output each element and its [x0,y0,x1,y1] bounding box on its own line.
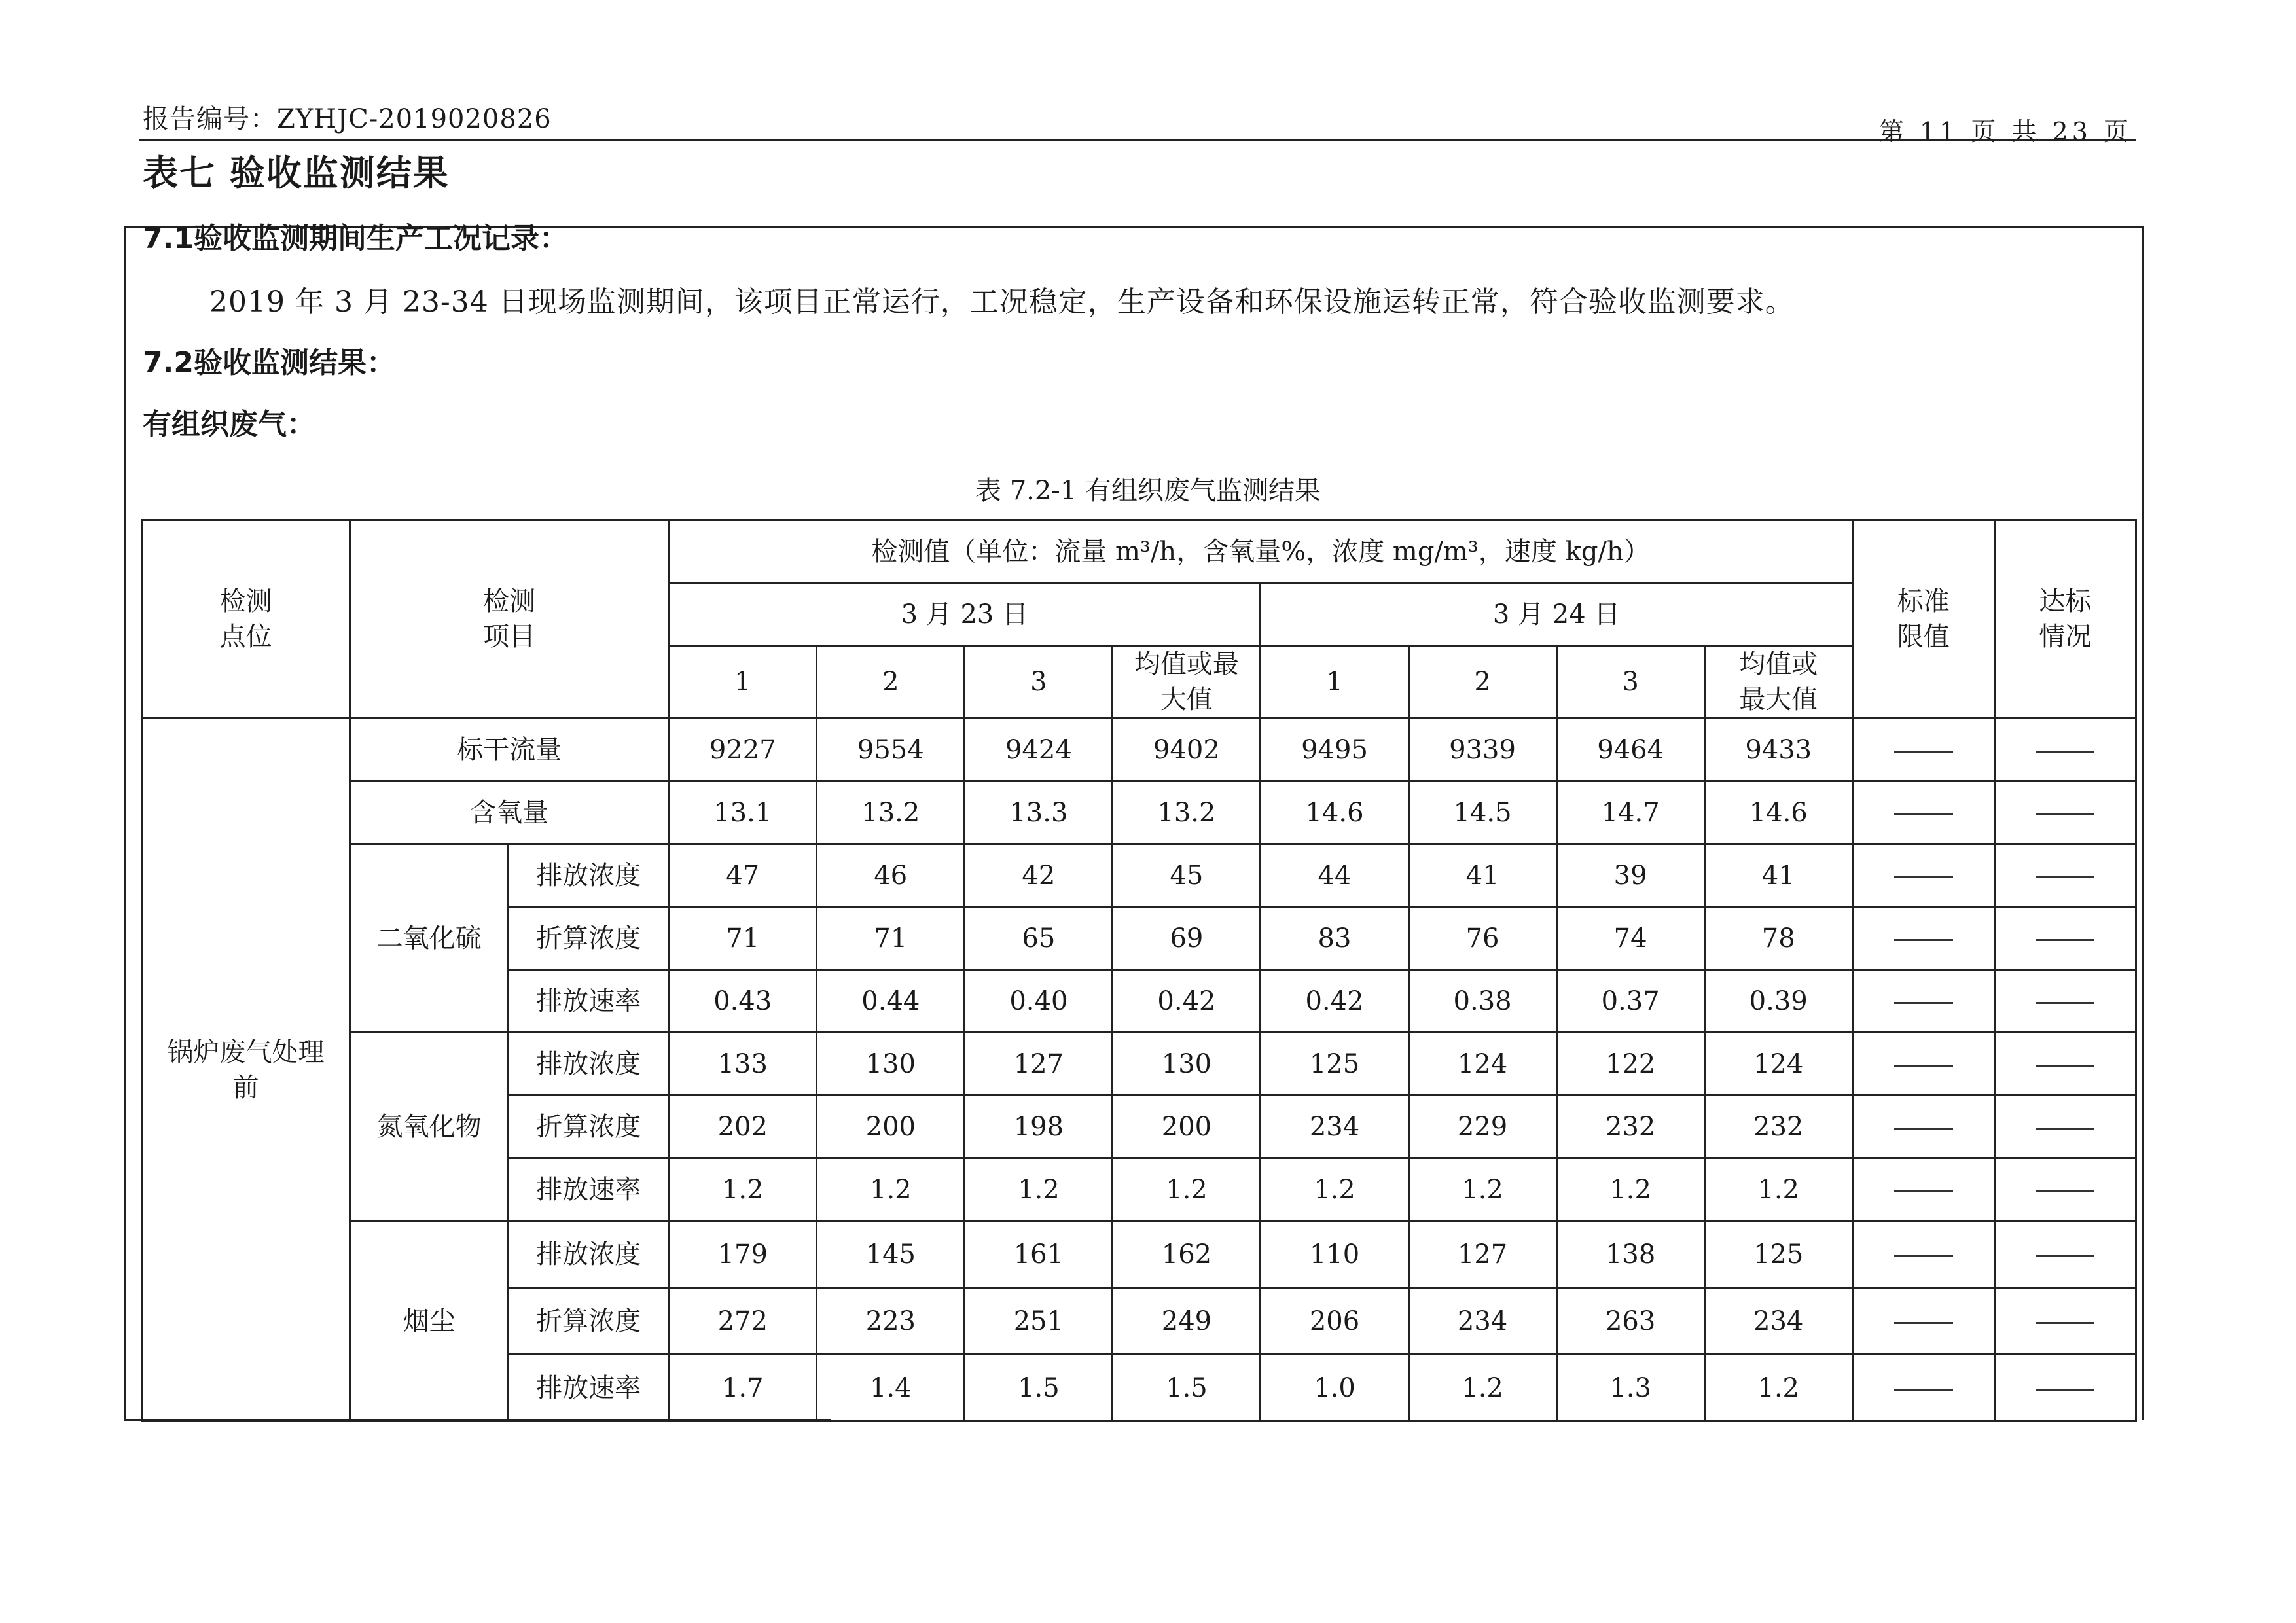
table-row [142,719,2136,781]
section-7-2-heading: 7.2验收监测结果： [143,346,395,380]
value-cell: 232 [1556,1096,1704,1158]
value-cell: 1.2 [1261,1158,1408,1221]
compliance-cell [1994,1096,2136,1158]
value-cell: 1.7 [669,1355,817,1421]
header-sample-2: 2 [1408,646,1556,719]
standard-limit-cell [1852,844,1994,907]
header-item: 检测 项目 [350,520,669,719]
organized-exhaust-heading: 有组织废气： [143,408,315,441]
value-cell: 1.2 [817,1158,965,1221]
dash-mark [2036,1002,2094,1004]
header-date-mar24: 3 月 24 日 [1261,583,1852,646]
table-row [142,1033,2136,1096]
value-cell: 9433 [1704,719,1852,781]
value-cell: 1.5 [1113,1355,1261,1421]
standard-limit-cell [1852,781,1994,844]
section-7-1-text: 2019 年 3 月 23-34 日现场监测期间，该项目正常运行，工况稳定，生产设备和环保设施运转正常，符合验收监测要求。 [209,285,1795,319]
header-compliance: 达标 情况 [1994,520,2136,719]
value-cell: 14.6 [1261,781,1408,844]
dash-mark [1894,1128,1953,1130]
item-name: 标干流量 [350,719,669,781]
value-cell: 198 [965,1096,1113,1158]
value-cell: 0.38 [1408,970,1556,1033]
value-cell: 127 [965,1033,1113,1096]
value-cell: 9402 [1113,719,1261,781]
value-cell: 1.4 [817,1355,965,1421]
value-cell: 46 [817,844,965,907]
pollutant-group: 烟尘 [350,1221,509,1421]
standard-limit-cell [1852,970,1994,1033]
standard-limit-cell [1852,1158,1994,1221]
value-cell: 44 [1261,844,1408,907]
value-cell: 9424 [965,719,1113,781]
compliance-cell [1994,719,2136,781]
dash-mark [1894,813,1953,815]
value-cell: 1.2 [1556,1158,1704,1221]
value-cell: 74 [1556,907,1704,970]
header-values: 检测值（单位：流量 m³/h，含氧量%，浓度 mg/m³，速度 kg/h） [669,520,1853,583]
value-cell: 161 [965,1221,1113,1288]
value-cell: 1.2 [965,1158,1113,1221]
header-avg-max: 均值或最 大值 [1113,646,1261,719]
compliance-cell [1994,1033,2136,1096]
value-cell: 234 [1408,1288,1556,1355]
value-cell: 162 [1113,1221,1261,1288]
value-cell: 124 [1704,1033,1852,1096]
section-7-1-heading: 7.1验收监测期间生产工况记录： [143,222,568,255]
dash-mark [1894,1322,1953,1324]
value-cell: 76 [1408,907,1556,970]
sub-item: 排放浓度 [509,1033,669,1096]
pollutant-group: 氮氧化物 [350,1033,509,1221]
value-cell: 41 [1704,844,1852,907]
value-cell: 13.3 [965,781,1113,844]
value-cell: 145 [817,1221,965,1288]
compliance-cell [1994,970,2136,1033]
dash-mark [1894,1190,1953,1192]
value-cell: 200 [1113,1096,1261,1158]
value-cell: 9339 [1408,719,1556,781]
dash-mark [2036,1389,2094,1391]
value-cell: 0.40 [965,970,1113,1033]
header-sample-1: 1 [1261,646,1408,719]
compliance-cell [1994,781,2136,844]
value-cell: 14.7 [1556,781,1704,844]
value-cell: 249 [1113,1288,1261,1355]
value-cell: 47 [669,844,817,907]
value-cell: 0.42 [1261,970,1408,1033]
compliance-cell [1994,1221,2136,1288]
value-cell: 138 [1556,1221,1704,1288]
value-cell: 251 [965,1288,1113,1355]
header-sample-1: 1 [669,646,817,719]
item-name: 含氧量 [350,781,669,844]
value-cell: 1.2 [669,1158,817,1221]
dash-mark [2036,1190,2094,1192]
value-cell: 202 [669,1096,817,1158]
value-cell: 223 [817,1288,965,1355]
value-cell: 232 [1704,1096,1852,1158]
sub-item: 排放速率 [509,1158,669,1221]
standard-limit-cell [1852,1288,1994,1355]
value-cell: 9554 [817,719,965,781]
value-cell: 0.39 [1704,970,1852,1033]
value-cell: 13.2 [817,781,965,844]
table-row [142,1221,2136,1288]
value-cell: 71 [817,907,965,970]
value-cell: 263 [1556,1288,1704,1355]
value-cell: 13.1 [669,781,817,844]
value-cell: 179 [669,1221,817,1288]
dash-mark [2036,751,2094,753]
value-cell: 71 [669,907,817,970]
dash-mark [1894,876,1953,878]
dash-mark [1894,1002,1953,1004]
page-indicator: 第 11 页 共 23 页 [1878,117,2132,146]
value-cell: 229 [1408,1096,1556,1158]
value-cell: 125 [1704,1221,1852,1288]
value-cell: 272 [669,1288,817,1355]
sub-item: 排放速率 [509,1355,669,1421]
table-row [142,781,2136,844]
value-cell: 125 [1261,1033,1408,1096]
sub-item: 排放速率 [509,970,669,1033]
value-cell: 1.3 [1556,1355,1704,1421]
compliance-cell [1994,907,2136,970]
value-cell: 9464 [1556,719,1704,781]
header-avg-max: 均值或 最大值 [1704,646,1852,719]
value-cell: 1.2 [1408,1355,1556,1421]
table-row [142,844,2136,907]
dash-mark [2036,1255,2094,1257]
value-cell: 41 [1408,844,1556,907]
standard-limit-cell [1852,1033,1994,1096]
value-cell: 1.2 [1704,1158,1852,1221]
value-cell: 0.43 [669,970,817,1033]
sub-item: 排放浓度 [509,1221,669,1288]
header-sample-3: 3 [1556,646,1704,719]
value-cell: 9495 [1261,719,1408,781]
standard-limit-cell [1852,1221,1994,1288]
value-cell: 83 [1261,907,1408,970]
header-sample-2: 2 [817,646,965,719]
standard-limit-cell [1852,1355,1994,1421]
value-cell: 0.44 [817,970,965,1033]
dash-mark [1894,939,1953,941]
value-cell: 69 [1113,907,1261,970]
header-sample-3: 3 [965,646,1113,719]
dash-mark [1894,1389,1953,1391]
value-cell: 130 [817,1033,965,1096]
value-cell: 1.0 [1261,1355,1408,1421]
standard-limit-cell [1852,907,1994,970]
pollutant-group: 二氧化硫 [350,844,509,1033]
dash-mark [1894,1255,1953,1257]
value-cell: 234 [1704,1288,1852,1355]
dash-mark [2036,813,2094,815]
dash-mark [1894,751,1953,753]
value-cell: 122 [1556,1033,1704,1096]
value-cell: 1.2 [1113,1158,1261,1221]
monitoring-results-table [141,519,2137,1422]
sub-item: 折算浓度 [509,1096,669,1158]
value-cell: 206 [1261,1288,1408,1355]
value-cell: 200 [817,1096,965,1158]
sub-item: 折算浓度 [509,1288,669,1355]
dash-mark [1894,1065,1953,1067]
sub-item: 排放浓度 [509,844,669,907]
report-number: 报告编号：ZYHJC-2019020826 [143,104,552,134]
value-cell: 65 [965,907,1113,970]
value-cell: 9227 [669,719,817,781]
value-cell: 42 [965,844,1113,907]
standard-limit-cell [1852,1096,1994,1158]
dash-mark [2036,1128,2094,1130]
compliance-cell [1994,1355,2136,1421]
value-cell: 234 [1261,1096,1408,1158]
value-cell: 0.37 [1556,970,1704,1033]
value-cell: 127 [1408,1221,1556,1288]
value-cell: 78 [1704,907,1852,970]
value-cell: 45 [1113,844,1261,907]
standard-limit-cell [1852,719,1994,781]
dash-mark [2036,876,2094,878]
value-cell: 133 [669,1033,817,1096]
section-title: 表七 验收监测结果 [143,152,450,194]
value-cell: 1.2 [1408,1158,1556,1221]
header-standard: 标准 限值 [1852,520,1994,719]
header-divider [139,139,2136,141]
value-cell: 1.5 [965,1355,1113,1421]
dash-mark [2036,939,2094,941]
header-date-mar23: 3 月 23 日 [669,583,1261,646]
header-point: 检测 点位 [142,520,350,719]
compliance-cell [1994,1288,2136,1355]
value-cell: 110 [1261,1221,1408,1288]
value-cell: 124 [1408,1033,1556,1096]
dash-mark [2036,1322,2094,1324]
value-cell: 130 [1113,1033,1261,1096]
value-cell: 14.5 [1408,781,1556,844]
value-cell: 14.6 [1704,781,1852,844]
table-caption: 表 7.2-1 有组织废气监测结果 [975,476,1321,506]
monitoring-point: 锅炉废气处理 前 [142,719,350,1421]
dash-mark [2036,1065,2094,1067]
value-cell: 1.2 [1704,1355,1852,1421]
value-cell: 0.42 [1113,970,1261,1033]
sub-item: 折算浓度 [509,907,669,970]
value-cell: 39 [1556,844,1704,907]
compliance-cell [1994,1158,2136,1221]
compliance-cell [1994,844,2136,907]
value-cell: 13.2 [1113,781,1261,844]
